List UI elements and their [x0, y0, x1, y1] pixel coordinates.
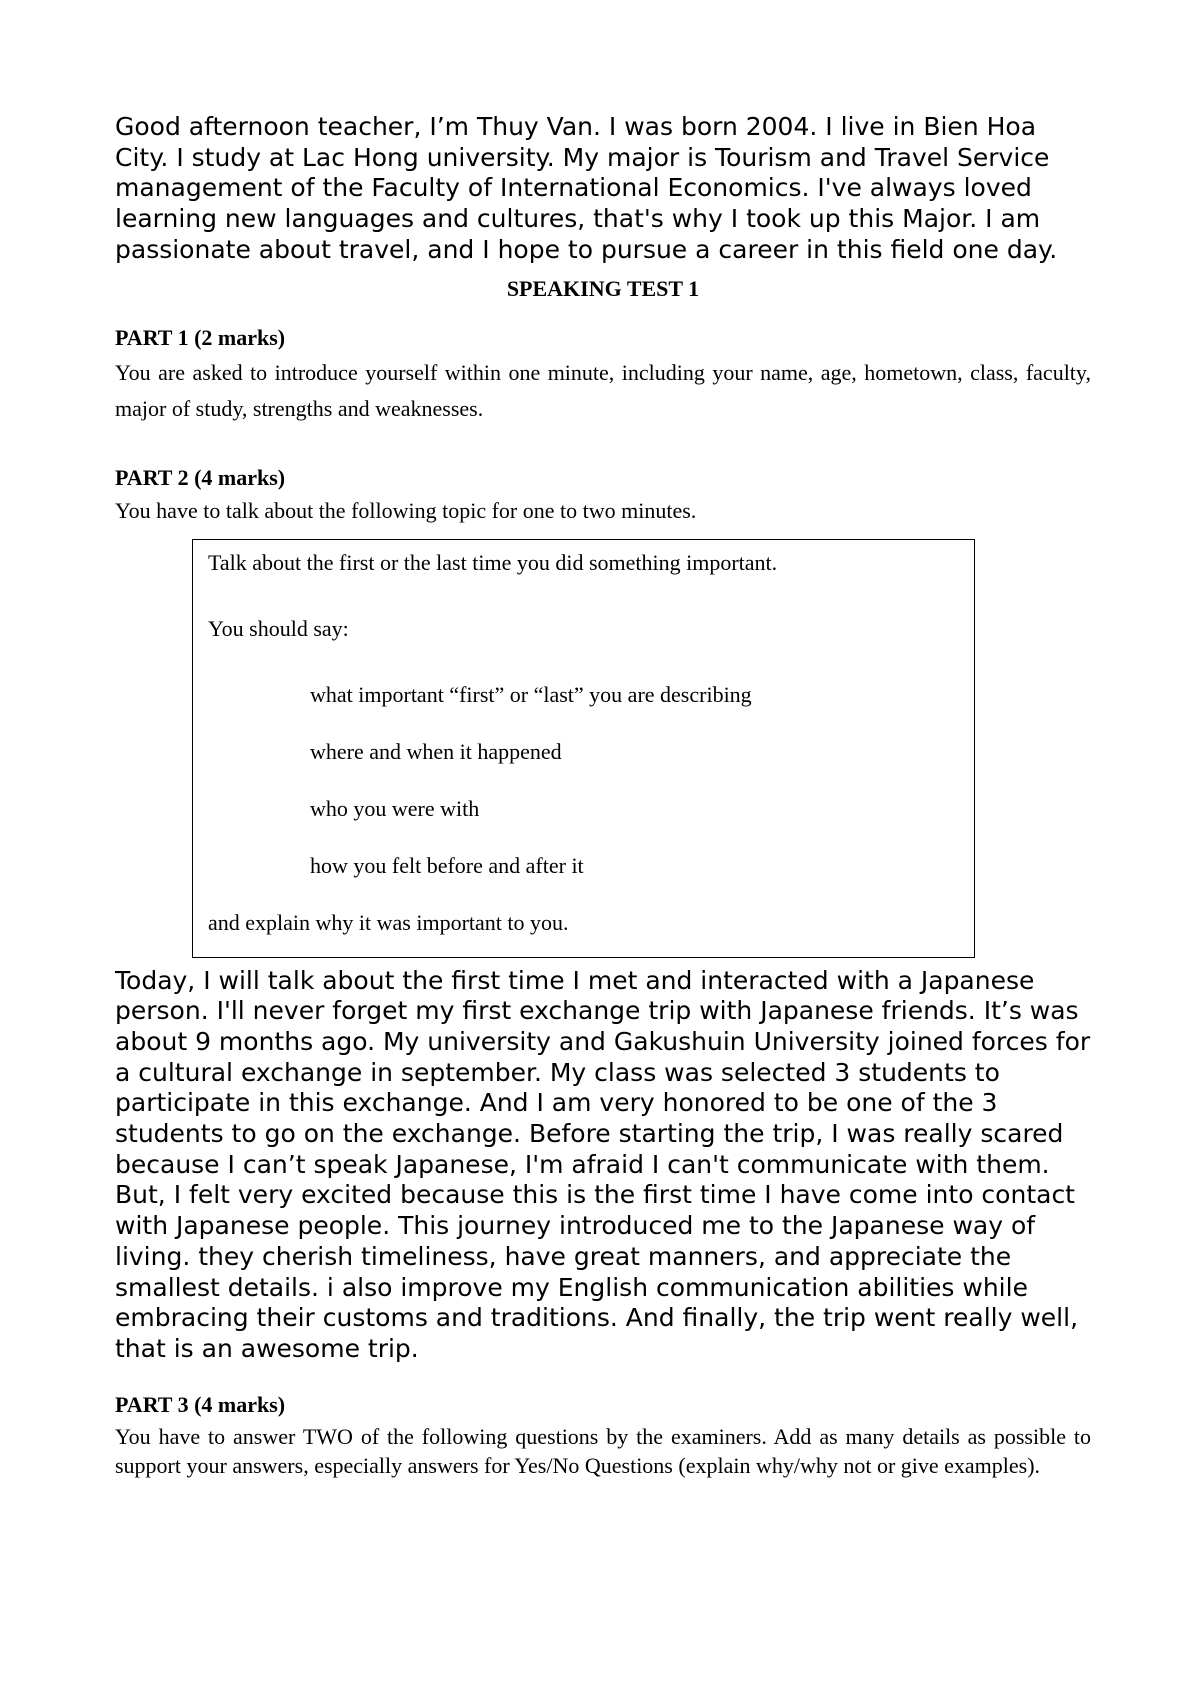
page-title: SPEAKING TEST 1: [506, 275, 700, 301]
part3-heading: PART 3 (4 marks): [115, 1391, 286, 1417]
part3-section: [115, 1391, 1091, 1480]
cue-card-closing: and explain why it was important to you.: [208, 909, 569, 935]
part2-section: [115, 464, 1091, 958]
part2-text: You have to talk about the following topic for one to two minutes.: [115, 497, 697, 523]
document-page: [115, 112, 1091, 1480]
part1-section: [115, 324, 1091, 427]
topic-cue-card: [192, 539, 975, 958]
cue-card-topic: Talk about the first or the last time you did something important.: [208, 549, 778, 575]
part1-text: You are asked to introduce yourself within one minute, including your name, age, hometown, class, faculty, major of study, strengths and weaknesses.: [115, 359, 1091, 421]
part3-text: You have to answer TWO of the following questions by the examiners. Add as many details as possible to support your answers, especially answers for Yes/No Questions (explain why/why not or give examples).: [115, 1423, 1091, 1478]
intro-paragraph: Good afternoon teacher, I’m Thuy Van. I was born 2004. I live in Bien Hoa City. I study at Lac Hong university. My major is Tourism and Travel Service management of the Faculty of International Economics. I've always loved learning new languages and cultures, that's why I took up this Major. I am passionate about travel, and I hope to pursue a career in this field one day.: [115, 112, 1058, 264]
part1-heading: PART 1 (2 marks): [115, 324, 286, 350]
cue-card-item: who you were with: [310, 795, 480, 821]
part2-heading: PART 2 (4 marks): [115, 464, 286, 490]
cue-card-item: where and when it happened: [310, 738, 562, 764]
answer-paragraph: Today, I will talk about the first time I met and interacted with a Japanese person. I'll never forget my first exchange trip with Japanese friends. It’s was about 9 months ago. My university and Gakushuin University joined forces for a cultural exchange in september. My class was selected 3 students to participate in this exchange. And I am very honored to be one of the 3 students to go on the exchange. Before starting the trip, I was really scared because I can’t speak Japanese, I'm afraid I can't communicate with them. But, I felt very excited because this is the first time I have come into contact with Japanese people. This journey introduced me to the Japanese way of living. they cherish timeliness, have great manners, and appreciate the smallest details. i also improve my English communication abilities while embracing their customs and traditions. And finally, the trip went really well, that is an awesome trip.: [115, 965, 1091, 1363]
cue-card-item: how you felt before and after it: [310, 852, 584, 878]
cue-card-you-should-say: You should say:: [208, 615, 349, 641]
cue-card-item: what important “first” or “last” you are describing: [310, 681, 752, 707]
